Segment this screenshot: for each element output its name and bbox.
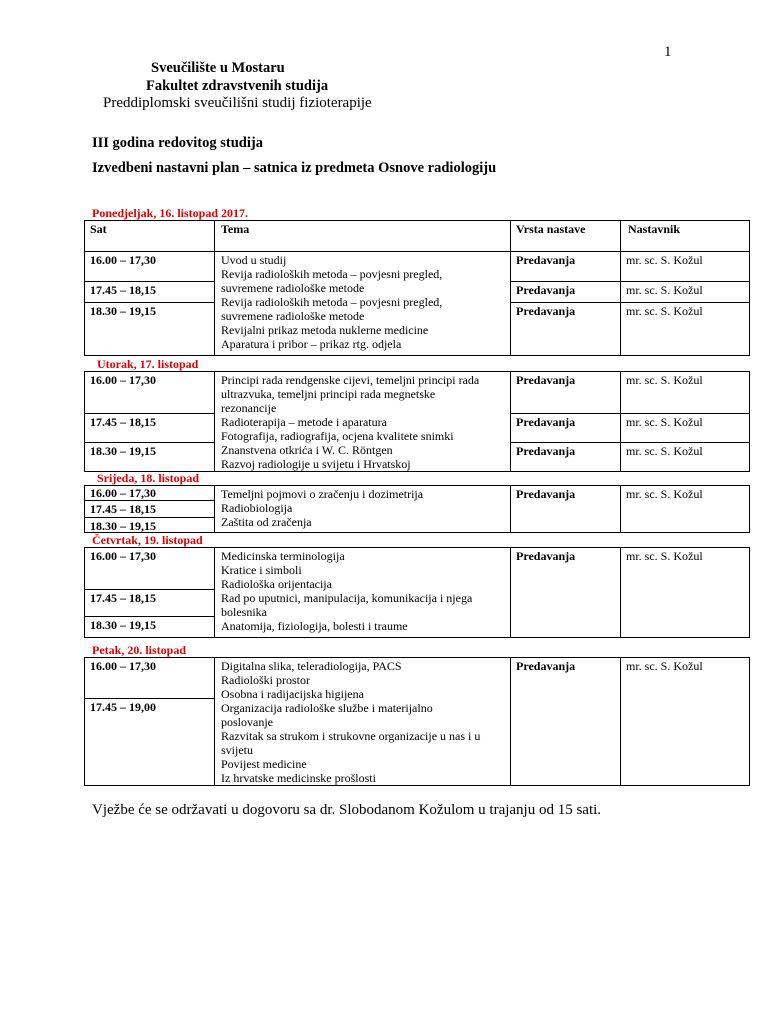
lecture-type: Predavanja <box>516 487 576 501</box>
col-header-nastavnik: Nastavnik <box>628 222 681 236</box>
teacher-name: mr. sc. S. Kožul <box>626 253 703 267</box>
topic: bolesnika <box>221 605 267 619</box>
col-header-vrsta: Vrsta nastave <box>516 222 586 236</box>
lecture-type: Predavanja <box>516 415 576 429</box>
topic-list <box>221 253 442 351</box>
lecture-type: Predavanja <box>516 253 576 267</box>
plan-title: Izvedbeni nastavni plan – satnica iz predmeta Osnove radiologiju <box>92 160 497 176</box>
topic: Medicinska terminologija <box>221 549 345 563</box>
time-slot: 18.30 – 19,15 <box>90 444 156 458</box>
topic: Aparatura i pribor – prikaz rtg. odjela <box>221 337 402 351</box>
topic: Temeljni pojmovi o zračenju i dozimetrija <box>221 487 424 501</box>
topic: Revijalni prikaz metoda nuklerne medicine <box>221 323 429 337</box>
lecture-type: Predavanja <box>516 549 576 563</box>
time-slot: 17.45 – 18,15 <box>90 502 156 516</box>
footer-note: Vježbe će se održavati u dogovoru sa dr. Slobodanom Kožulom u trajanju od 15 sati. <box>92 802 602 818</box>
day-label-thursday: Četvrtak, 19. listopad <box>92 533 203 547</box>
topic: suvremene radiološke metode <box>221 309 365 323</box>
topic: Uvod u studij <box>221 253 287 267</box>
topic-list <box>221 659 480 785</box>
time-slot: 18.30 – 19,15 <box>90 304 156 318</box>
topic-list <box>221 487 423 529</box>
topic: Organizacija radiološke službe i materijalno <box>221 701 433 715</box>
time-slot: 16.00 – 17,30 <box>90 253 156 267</box>
teacher-name: mr. sc. S. Kožul <box>626 444 703 458</box>
lecture-type: Predavanja <box>516 283 576 297</box>
time-slot: 17.45 – 18,15 <box>90 591 156 605</box>
time-slot: 17.45 – 18,15 <box>90 415 156 429</box>
day-label-friday: Petak, 20. listopad <box>92 643 187 657</box>
schedule-table-monday <box>84 220 750 356</box>
topic: Revija radioloških metoda – povjesni pregled, <box>221 267 443 281</box>
teacher-name: mr. sc. S. Kožul <box>626 283 703 297</box>
schedule-table-friday <box>84 657 750 786</box>
col-header-tema: Tema <box>221 222 250 236</box>
university-name: Sveučilište u Mostaru <box>151 60 285 76</box>
topic: Povijest medicine <box>221 757 307 771</box>
topic: ultrazvuka, temeljni principi rada megnetske <box>221 387 436 401</box>
day-label-wednesday: Srijeda, 18. listopad <box>97 471 200 485</box>
teacher-name: mr. sc. S. Kožul <box>626 659 703 673</box>
teacher-name: mr. sc. S. Kožul <box>626 415 703 429</box>
time-slot: 16.00 – 17,30 <box>90 486 156 500</box>
topic: Radiološki prostor <box>221 673 310 687</box>
day-label-tuesday: Utorak, 17. listopad <box>97 357 199 371</box>
topic: Kratice i simboli <box>221 563 302 577</box>
time-slot: 17.45 – 19,00 <box>90 700 156 714</box>
schedule-table-tuesday <box>84 371 750 472</box>
topic-list <box>221 549 472 633</box>
topic: Digitalna slika, teleradiologija, PACS <box>221 659 402 673</box>
topic: Razvitak sa strukom i strukovne organizacije u nas i u <box>221 729 481 743</box>
topic: Znanstvena otkrića i W. C. Röntgen <box>221 443 393 457</box>
topic: Radiološka orijentacija <box>221 577 332 591</box>
time-slot: 16.00 – 17,30 <box>90 659 156 673</box>
lecture-type: Predavanja <box>516 304 576 318</box>
teacher-name: mr. sc. S. Kožul <box>626 549 703 563</box>
year-title: III godina redovitog studija <box>92 135 263 151</box>
time-slot: 17.45 – 18,15 <box>90 283 156 297</box>
lecture-type: Predavanja <box>516 444 576 458</box>
topic: Osobna i radijacijska higijena <box>221 687 364 701</box>
topic: suvremene radiološke metode <box>221 281 365 295</box>
topic: Radiobiologija <box>221 501 293 515</box>
col-header-sat: Sat <box>90 222 107 236</box>
topic: Fotografija, radiografija, ocjena kvalitete snimki <box>221 429 454 443</box>
lecture-type: Predavanja <box>516 659 576 673</box>
schedule-table-wednesday <box>84 485 750 533</box>
time-slot: 18.30 – 19,15 <box>90 519 156 533</box>
teacher-name: mr. sc. S. Kožul <box>626 304 703 318</box>
topic: Iz hrvatske medicinske prošlosti <box>221 771 376 785</box>
topic: svijetu <box>221 743 253 757</box>
time-slot: 16.00 – 17,30 <box>90 549 156 563</box>
topic: rezonancije <box>221 401 277 415</box>
program-name: Preddiplomski sveučilišni studij fizioterapije <box>103 95 372 111</box>
topic: Radioterapija – metode i aparatura <box>221 415 387 429</box>
faculty-name: Fakultet zdravstvenih studija <box>146 78 329 94</box>
topic: poslovanje <box>221 715 273 729</box>
topic: Zaštita od zračenja <box>221 515 312 529</box>
topic: Revija radioloških metoda – povjesni pregled, <box>221 295 443 309</box>
topic: Razvoj radiologije u svijetu i Hrvatskoj <box>221 457 411 471</box>
topic: Anatomija, fiziologija, bolesti i traume <box>221 619 408 633</box>
lecture-type: Predavanja <box>516 373 576 387</box>
time-slot: 16.00 – 17,30 <box>90 373 156 387</box>
topic: Principi rada rendgenske cijevi, temeljni principi rada <box>221 373 480 387</box>
teacher-name: mr. sc. S. Kožul <box>626 373 703 387</box>
page-number: 1 <box>664 44 672 60</box>
schedule-table-thursday <box>84 547 750 638</box>
topic: Rad po uputnici, manipulacija, komunikacija i njega <box>221 591 473 605</box>
teacher-name: mr. sc. S. Kožul <box>626 487 703 501</box>
topic-list <box>221 373 479 471</box>
day-label-monday: Ponedjeljak, 16. listopad 2017. <box>92 206 249 220</box>
time-slot: 18.30 – 19,15 <box>90 618 156 632</box>
